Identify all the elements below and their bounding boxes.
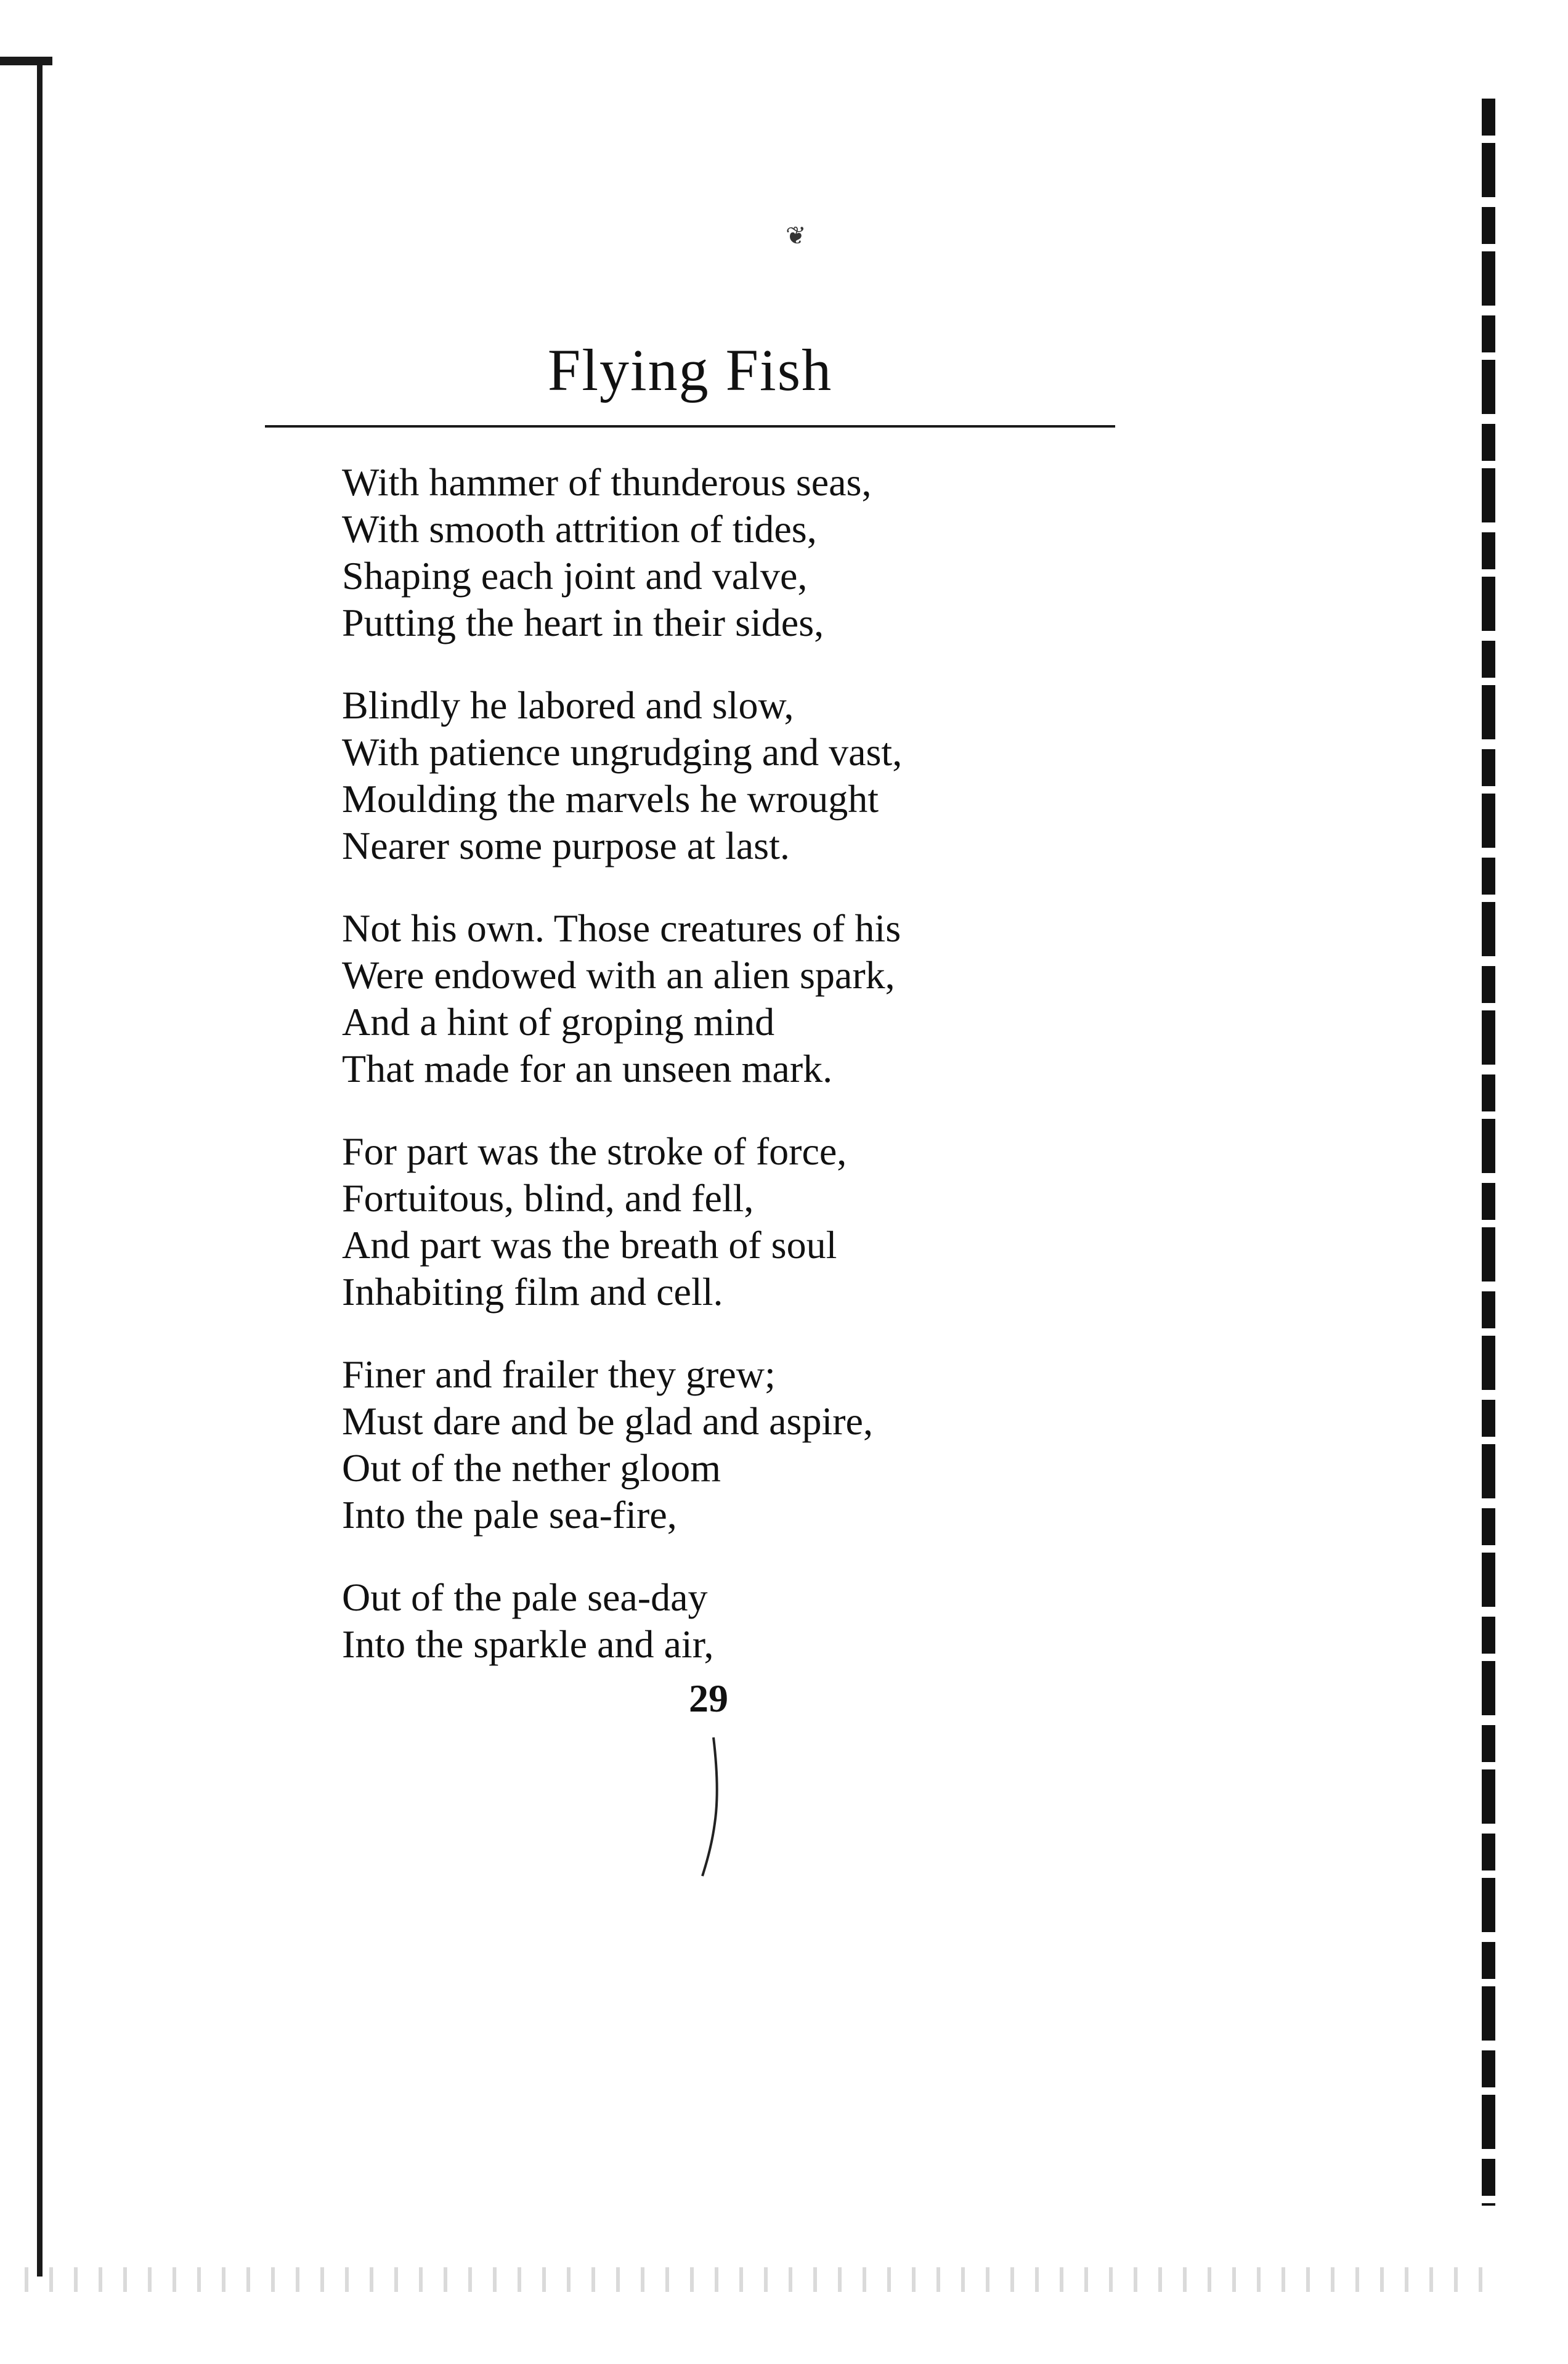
stanza [342,1128,1389,1315]
poem-line: Out of the pale sea-day [342,1575,708,1619]
poem-line: Moulding the marvels he wrought [342,777,879,821]
stanza [342,682,1389,869]
title-rule [265,425,1115,428]
poem-line: Blindly he labored and slow, [342,683,794,727]
page-number: 29 [689,1676,728,1720]
pen-stroke-mark [696,1731,733,1879]
poem-line: With patience ungrudging and vast, [342,730,903,774]
binding-edge-cap [0,57,52,65]
poem-line: Inhabiting film and cell. [342,1270,723,1314]
stanza [342,1351,1389,1538]
poem-line: Into the sparkle and air, [342,1622,714,1666]
poem-line: Were endowed with an alien spark, [342,953,895,997]
stanza [342,905,1389,1092]
poem-line: Shaping each joint and valve, [342,554,808,598]
poem-line: For part was the stroke of force, [342,1129,847,1173]
poem-line: Fortuitous, blind, and fell, [342,1176,754,1220]
poem-line: Finer and frailer they grew; [342,1352,776,1396]
poem-line: That made for an unseen mark. [342,1047,833,1091]
poem-line: With smooth attrition of tides, [342,507,817,551]
poem-body [342,459,1389,1704]
stanza [342,459,1389,646]
left-binding-edge [37,59,43,2277]
poem-line: And part was the breath of soul [342,1223,837,1267]
poem-line: Putting the heart in their sides, [342,601,824,644]
poem-line: With hammer of thunderous seas, [342,460,872,504]
stanza [342,1574,1389,1668]
poem-line: Into the pale sea-fire, [342,1493,677,1537]
ornament-icon: ❦ [786,222,806,250]
poem-title: Flying Fish [547,337,833,403]
poem-line: And a hint of groping mind [342,1000,775,1044]
poem-line: Must dare and be glad and aspire, [342,1399,873,1443]
poem-line: Not his own. Those creatures of his [342,906,901,950]
poem-line: Nearer some purpose at last. [342,824,790,867]
poem-line: Out of the nether gloom [342,1446,721,1490]
scan-noise [25,2267,1491,2292]
right-binding-edge [1482,99,1495,2206]
